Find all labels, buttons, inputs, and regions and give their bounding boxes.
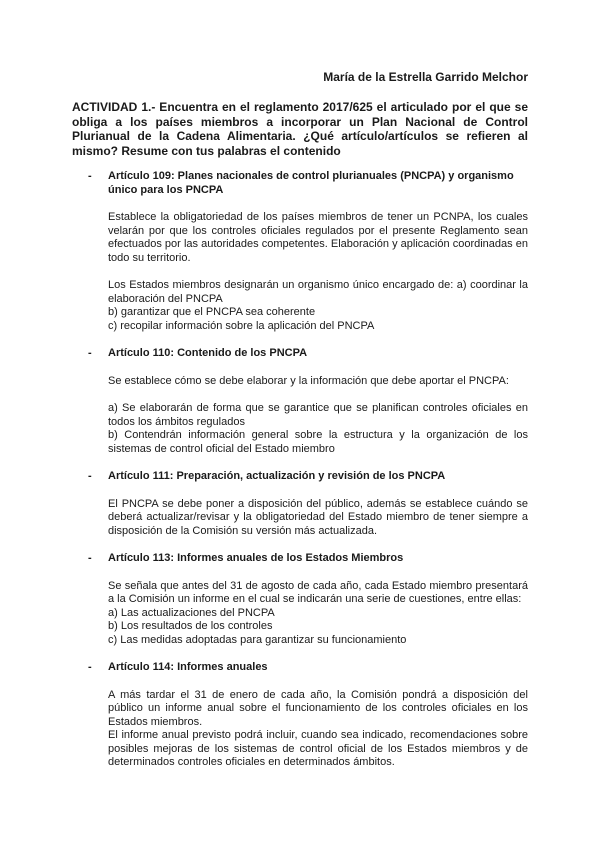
article-paragraph: b) Contendrán información general sobre la estructura y la organización de los sistemas de control oficial del Estado miembro bbox=[108, 429, 528, 455]
article-111 bbox=[72, 470, 528, 538]
bullet-dash: - bbox=[88, 470, 92, 482]
activity-prompt: ACTIVIDAD 1.- Encuentra en el reglamento 2017/625 el articulado por el que se obliga a los países miembros a incorporar un Plan Nacional de Control Plurianual de la Cadena Alimentaria. ¿Qué artículo/artículos se refieren al mismo? Resume con tus palabras el contenido bbox=[72, 100, 528, 158]
article-110 bbox=[72, 347, 528, 456]
article-list-items bbox=[108, 607, 528, 648]
list-item: a) Las actualizaciones del PNCPA bbox=[108, 606, 275, 619]
article-title: Artículo 113: Informes anuales de los Estados Miembros bbox=[108, 552, 404, 564]
article-title: Artículo 110: Contenido de los PNCPA bbox=[108, 347, 308, 359]
article-paragraph: Se establece cómo se debe elaborar y la información que debe aportar el PNCPA: bbox=[108, 374, 509, 387]
article-list bbox=[72, 170, 528, 780]
article-title: Artículo 111: Preparación, actualización y revisión de los PNCPA bbox=[108, 470, 446, 482]
bullet-dash: - bbox=[88, 552, 92, 564]
article-paragraph: Se señala que antes del 31 de agosto de cada año, cada Estado miembro presentará a la Comisión un informe en el cual se indicarán una serie de cuestiones, entre ellas: bbox=[108, 579, 528, 605]
article-paragraph: A más tardar el 31 de enero de cada año, la Comisión pondrá a disposición del público un informe anual sobre el funcionamiento de los controles oficiales en los Estados miembros. bbox=[108, 688, 528, 728]
article-paragraph: El informe anual previsto podrá incluir, cuando sea indicado, recomendaciones sobre posibles mejoras de los sistemas de control oficial de los Estados miembros y de determinados controles oficiales en determinados ámbitos. bbox=[108, 729, 528, 768]
article-109 bbox=[72, 170, 528, 333]
article-113 bbox=[72, 552, 528, 647]
article-paragraph: Establece la obligatoriedad de los países miembros de tener un PCNPA, los cuales velarán por que los controles oficiales regulados por el presente Reglamento sean efectuados por las autoridades competentes. Elaboración y aplicación coordinadas en todo su territorio. bbox=[108, 211, 528, 264]
article-title: Artículo 114: Informes anuales bbox=[108, 661, 268, 673]
bullet-dash: - bbox=[88, 661, 92, 673]
article-paragraph: a) Se elaborarán de forma que se garantice que se planifican controles oficiales en todos los ámbitos regulados bbox=[108, 402, 528, 428]
list-item: b) Los resultados de los controles bbox=[108, 620, 273, 632]
article-title: Artículo 109: Planes nacionales de control plurianuales (PNCPA) y organismo único para los PNCPA bbox=[108, 170, 514, 196]
bullet-dash: - bbox=[88, 170, 92, 182]
article-114 bbox=[72, 661, 528, 770]
article-paragraph: Los Estados miembros designarán un organismo único encargado de: a) coordinar la elaboración del PNCPA bbox=[108, 279, 528, 305]
author-name: María de la Estrella Garrido Melchor bbox=[323, 70, 528, 84]
article-paragraph: El PNCPA se debe poner a disposición del público, además se establece cuándo se deberá actualizar/revisar y la obligatoriedad del Estado miembro de tener siempre a disposición de la Comisión su versión más actualizada. bbox=[108, 497, 528, 537]
list-item: c) recopilar información sobre la aplicación del PNCPA bbox=[108, 319, 375, 332]
article-list-items bbox=[108, 306, 528, 333]
bullet-dash: - bbox=[88, 347, 92, 359]
list-item: b) garantizar que el PNCPA sea coherente bbox=[108, 306, 316, 318]
list-item: c) Las medidas adoptadas para garantizar su funcionamiento bbox=[108, 633, 407, 646]
